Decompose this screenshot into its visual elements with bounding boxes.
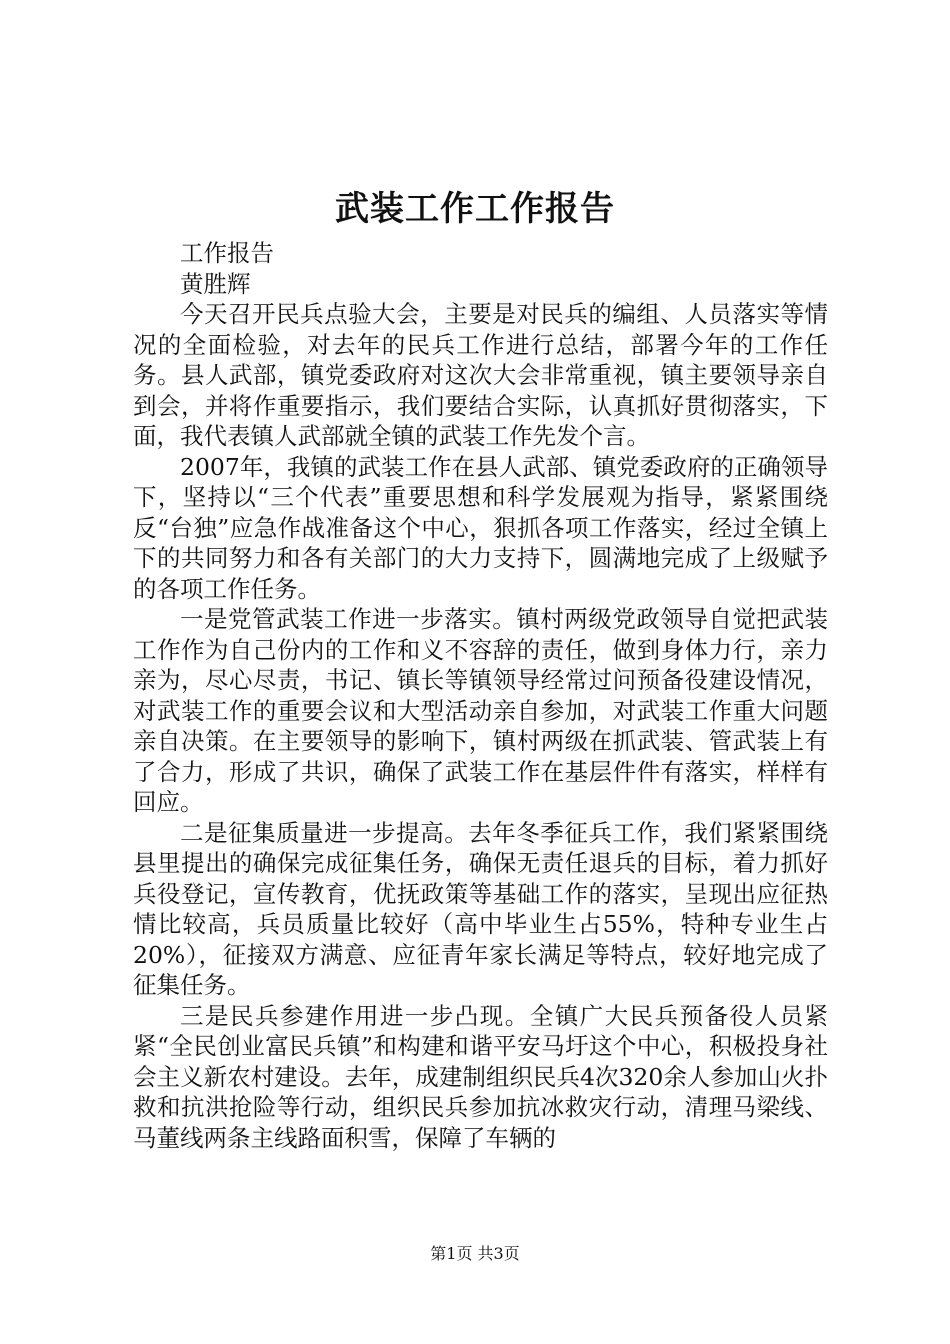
paragraph-subtitle: 工作报告: [180, 239, 274, 267]
document-title: 武装工作工作报告: [335, 189, 615, 229]
paragraph-summary-2007: 2007年，我镇的武装工作在县人武部、镇党委政府的正确领导下，坚持以“三个代表”重要思想和科学发展观为指导，紧紧围绕反“台独”应急作战准备这个中心，狠抓各项工作落实，经过全镇上下的共同努力和各有关部门的大力支持下，圆满地完成了上级赋予的各项工作任务。: [133, 452, 828, 603]
paragraph-point-three: 三是民兵参建作用进一步凸现。全镇广大民兵预备役人员紧紧“全民创业富民兵镇”和构建和谐平安马圩这个中心，积极投身社会主义新农村建设。去年，成建制组织民兵4次320余人参加山火扑救和抗洪抢险等行动，组织民兵参加抗冰救灾行动，清理马梁线、马董线两条主线路面积雪，保障了车辆的: [133, 1001, 828, 1152]
document-body: [133, 238, 828, 1153]
paragraph-intro: 今天召开民兵点验大会，主要是对民兵的编组、人员落实等情况的全面检验，对去年的民兵工作进行总结，部署今年的工作任务。县人武部，镇党委政府对这次大会非常重视，镇主要领导亲自到会，并将作重要指示，我们要结合实际，认真抓好贯彻落实，下面，我代表镇人武部就全镇的武装工作先发个言。: [133, 300, 828, 450]
paragraph-author: 黄胜辉: [180, 269, 251, 298]
page-footer: 第1页 共3页: [430, 1244, 520, 1263]
paragraph-point-two: 二是征集质量进一步提高。去年冬季征兵工作，我们紧紧围绕县里提出的确保完成征集任务，确保无责任退兵的目标，着力抓好兵役登记，宣传教育，优抚政策等基础工作的落实，呈现出应征热情比较高，兵员质量比较好（高中毕业生占55%，特种专业生占20%），征接双方满意、应征青年家长满足等特点，较好地完成了征集任务。: [133, 818, 828, 999]
paragraph-point-one: 一是党管武装工作进一步落实。镇村两级党政领导自觉把武装工作作为自己份内的工作和义不容辞的责任，做到身体力行，亲力亲为，尽心尽责，书记、镇长等镇领导经常过问预备役建设情况，对武装工作的重要会议和大型活动亲自参加，对武装工作重大问题亲自决策。在主要领导的影响下，镇村两级在抓武装、管武装上有了合力，形成了共识，确保了武装工作在基层件件有落实，样样有回应。: [133, 605, 828, 816]
